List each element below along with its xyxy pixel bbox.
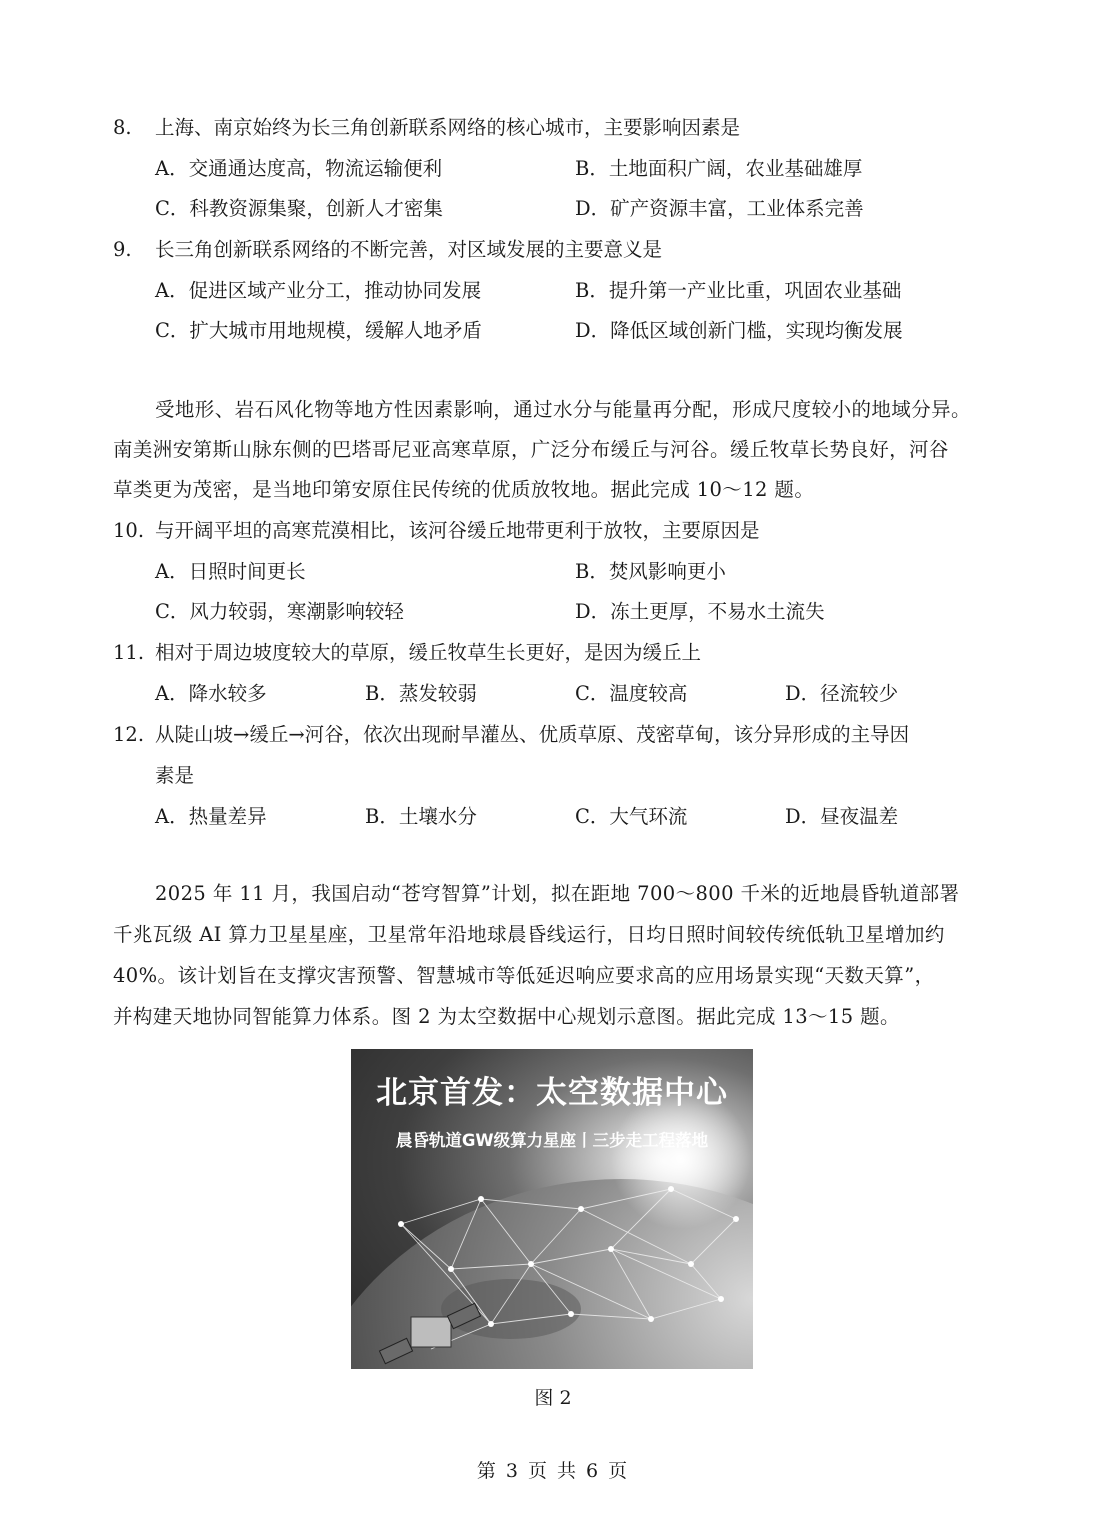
question-11-stem xyxy=(113,639,701,667)
q8-option-a: A．交通通达度高，物流运输便利 xyxy=(155,157,443,180)
q12-option-c: C．大气环流 xyxy=(575,805,688,828)
q11-option-d: D．径流较少 xyxy=(785,682,899,705)
question-8-stem xyxy=(113,114,740,142)
q12-option-b: B．土壤水分 xyxy=(365,805,477,828)
q11-option-b: B．蒸发较弱 xyxy=(365,682,477,705)
q9-option-b: B．提升第一产业比重，巩固农业基础 xyxy=(575,279,902,302)
q10-option-c: C．风力较弱，寒潮影响较轻 xyxy=(155,600,404,623)
q12-option-a: A．热量差异 xyxy=(155,805,267,828)
space-data-center-figure xyxy=(351,1049,753,1369)
passage1-line-3: 草类更为茂密，是当地印第安原住民传统的优质放牧地。据此完成 10～12 题。 xyxy=(113,478,815,501)
passage2-line-4: 并构建天地协同智能算力体系。图 2 为太空数据中心规划示意图。据此完成 13～15 题。 xyxy=(113,1005,900,1028)
q10-option-b: B．焚风影响更小 xyxy=(575,560,726,583)
passage1-line-1: 受地形、岩石风化物等地方性因素影响，通过水分与能量再分配，形成尺度较小的地域分异。 xyxy=(155,398,971,421)
q10-option-d: D．冻土更厚，不易水土流失 xyxy=(575,600,825,623)
q9-option-a: A．促进区域产业分工，推动协同发展 xyxy=(155,279,482,302)
q8-option-c: C．科教资源集聚，创新人才密集 xyxy=(155,197,443,220)
question-10-stem xyxy=(113,517,760,545)
question-number: 8. xyxy=(113,116,132,139)
question-text: 相对于周边坡度较大的草原，缓丘牧草生长更好，是因为缓丘上 xyxy=(155,641,702,664)
q12-option-d: D．昼夜温差 xyxy=(785,805,899,828)
figure-subtitle: 晨昏轨道GW级算力星座丨三步走工程落地 xyxy=(395,1131,709,1150)
question-number: 9. xyxy=(113,238,132,261)
passage2-line-1: 2025 年 11 月，我国启动“苍穹智算”计划，拟在距地 700～800 千米的近地晨昏轨道部署 xyxy=(155,882,960,905)
question-9-stem xyxy=(113,236,662,264)
q11-option-c: C．温度较高 xyxy=(575,682,688,705)
q9-option-c: C．扩大城市用地规模，缓解人地矛盾 xyxy=(155,319,482,342)
q8-option-b: B．土地面积广阔，农业基础雄厚 xyxy=(575,157,863,180)
passage2-line-2: 千兆瓦级 AI 算力卫星星座，卫星常年沿地球晨昏线运行，日均日照时间较传统低轨卫星增加约 xyxy=(113,923,945,946)
question-12-stem-continued: 素是 xyxy=(155,764,195,787)
passage1-line-2: 南美洲安第斯山脉东侧的巴塔哥尼亚高寒草原，广泛分布缓丘与河谷。缓丘牧草长势良好，河谷 xyxy=(113,438,949,461)
question-text: 从陡山坡→缓丘→河谷，依次出现耐旱灌丛、优质草原、茂密草甸，该分异形成的主导因 xyxy=(155,723,910,746)
q9-option-d: D．降低区域创新门槛，实现均衡发展 xyxy=(575,319,903,342)
page-footer: 第 3 页 共 6 页 xyxy=(476,1460,630,1482)
question-number: 10. xyxy=(113,519,145,542)
q11-option-a: A．降水较多 xyxy=(155,682,267,705)
passage2-line-3: 40%。该计划旨在支撑灾害预警、智慧城市等低延迟响应要求高的应用场景实现“天数天算”， xyxy=(113,964,935,987)
question-number: 11. xyxy=(113,641,145,664)
question-text: 长三角创新联系网络的不断完善，对区域发展的主要意义是 xyxy=(155,238,663,261)
q8-option-d: D．矿产资源丰富，工业体系完善 xyxy=(575,197,864,220)
question-number: 12. xyxy=(113,723,145,746)
q10-option-a: A．日照时间更长 xyxy=(155,560,306,583)
figure-title: 北京首发：太空数据中心 xyxy=(376,1075,728,1111)
question-text: 上海、南京始终为长三角创新联系网络的核心城市，主要影响因素是 xyxy=(155,116,741,139)
figure-caption: 图 2 xyxy=(534,1387,572,1409)
question-12-stem xyxy=(113,721,909,749)
question-text: 与开阔平坦的高寒荒漠相比，该河谷缓丘地带更利于放牧，主要原因是 xyxy=(155,519,760,542)
